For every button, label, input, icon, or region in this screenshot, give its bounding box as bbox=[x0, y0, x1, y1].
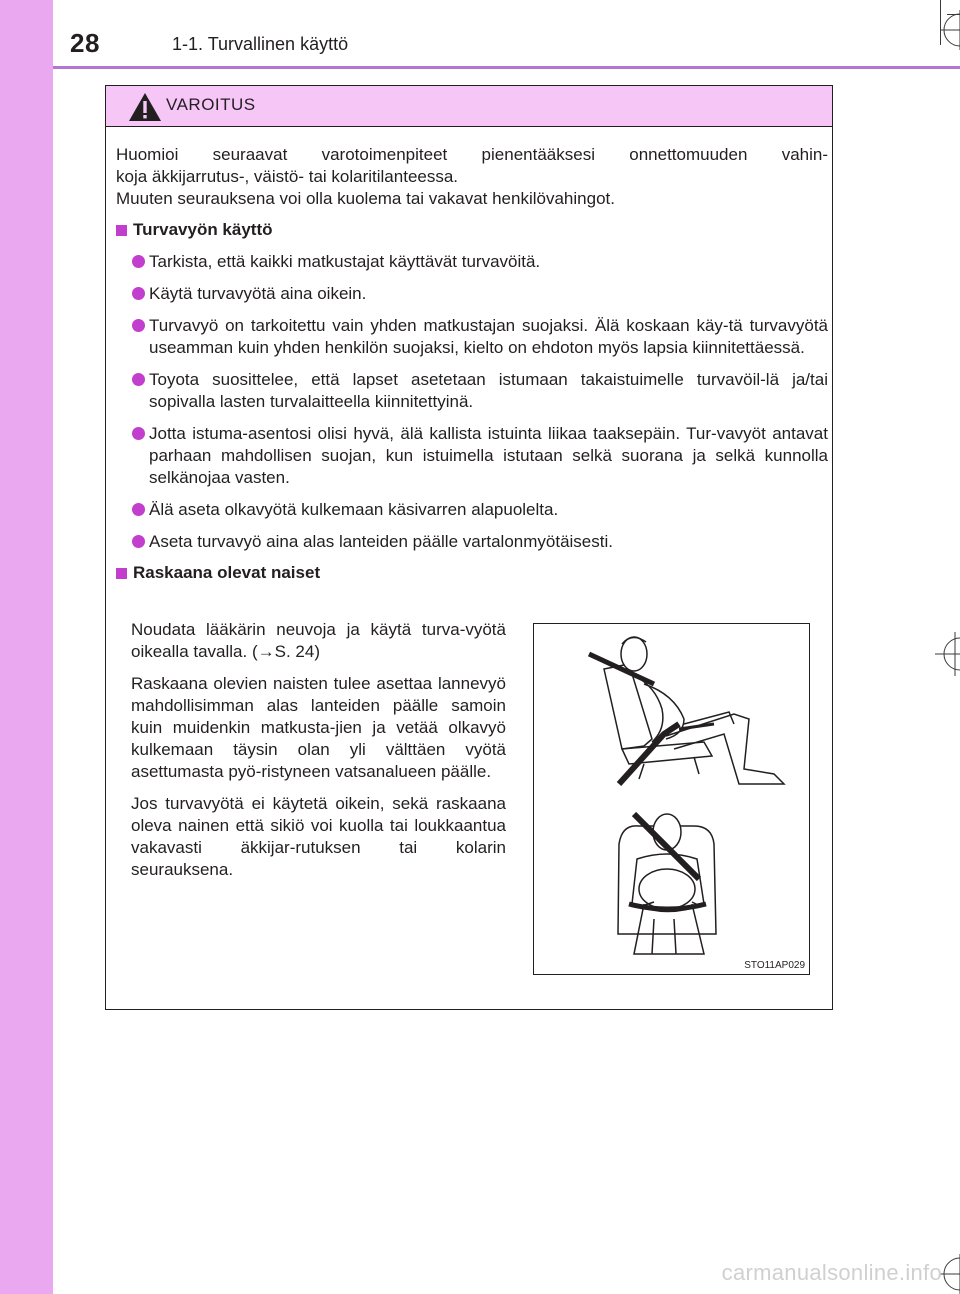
circle-bullet-icon bbox=[132, 427, 145, 440]
bullet-text: Turvavyö on tarkoitettu vain yhden matkustajan suojaksi. Älä koskaan käy-tä turvavyötä useamman kuin yhden henkilön suojaksi, kielto on ehdoton myös lapsia kiinnitettäessä. bbox=[149, 316, 828, 357]
side-view-pregnant-woman-illustration bbox=[534, 624, 809, 804]
side-color-strip bbox=[0, 0, 53, 1294]
intro-line-2: koja äkkijarrutus-, väistö- tai kolaritilanteessa. bbox=[116, 167, 459, 186]
watermark-text: carmanualsonline.info bbox=[721, 1260, 942, 1285]
bullet-text: Aseta turvavyö aina alas lanteiden päälle vartalonmyötäisesti. bbox=[149, 532, 613, 551]
intro-consequence: Muuten seurauksena voi olla kuolema tai vakavat henkilövahingot. bbox=[116, 189, 615, 208]
page-number: 28 bbox=[70, 28, 100, 58]
paragraph: Jos turvavyötä ei käytetä oikein, sekä raskaana oleva nainen että sikiö voi kuolla tai loukkaantua vakavasti äkkijar-rutuksen tai kolarin seurauksena. bbox=[131, 794, 506, 879]
bullet-text: Tarkista, että kaikki matkustajat käyttävät turvavöitä. bbox=[149, 252, 541, 271]
pregnant-seatbelt-illustration bbox=[533, 623, 810, 975]
square-bullet-icon bbox=[116, 568, 127, 579]
paragraph: Raskaana olevien naisten tulee asettaa lannevyö mahdollisimman alas lanteiden päälle samoin kuin muidenkin matkusta-jien ja vetää olkavyö kulkemaan täysin olan yli välttäen vyötä asettumasta pyö-ristyneen vatsanalueen päälle. bbox=[131, 674, 506, 781]
circle-bullet-icon bbox=[132, 503, 145, 516]
registration-mark-top bbox=[920, 10, 960, 50]
bullet-text: Käytä turvavyötä aina oikein. bbox=[149, 284, 367, 303]
subheading-label: Raskaana olevat naiset bbox=[133, 563, 321, 582]
section-title: 1-1. Turvallinen käyttö bbox=[172, 34, 349, 54]
pregnant-women-text bbox=[131, 619, 506, 881]
list-item bbox=[116, 283, 828, 305]
registration-mark-middle bbox=[935, 632, 960, 676]
circle-bullet-icon bbox=[132, 373, 145, 386]
circle-bullet-icon bbox=[132, 255, 145, 268]
list-item bbox=[116, 251, 828, 273]
illustration-code: STO11AP029 bbox=[744, 960, 805, 971]
front-view-pregnant-woman-illustration bbox=[534, 804, 809, 969]
circle-bullet-icon bbox=[132, 287, 145, 300]
warning-label: VAROITUS bbox=[166, 95, 256, 114]
list-item bbox=[116, 369, 828, 413]
subheading-pregnant-women bbox=[116, 562, 828, 584]
bullet-text: Älä aseta olkavyötä kulkemaan käsivarren alapuolelta. bbox=[149, 500, 559, 519]
circle-bullet-icon bbox=[132, 535, 145, 548]
list-item bbox=[116, 315, 828, 359]
square-bullet-icon bbox=[116, 225, 127, 236]
list-item bbox=[116, 423, 828, 489]
subheading-seatbelt-use bbox=[116, 219, 828, 241]
circle-bullet-icon bbox=[132, 319, 145, 332]
bullet-text: Jotta istuma-asentosi olisi hyvä, älä kallista istuinta liikaa taaksepäin. Tur-vavyöt antavat parhaan mahdollisen suojan, kun istuimella istutaan selkä suorana ja selkä kunnolla selkänojaa vasten. bbox=[149, 424, 828, 487]
warning-body bbox=[116, 138, 828, 584]
list-item bbox=[116, 531, 828, 553]
bullet-text: Toyota suosittelee, että lapset asetetaan istumaan takaistuimelle turvavöil-lä ja/tai sopivalla lasten turvalaitteella kiinnitettyinä. bbox=[149, 370, 828, 411]
intro-line-1: Huomioi seuraavat varotoimenpiteet pienentääksesi onnettomuuden vahin- bbox=[116, 145, 828, 164]
warning-header bbox=[106, 86, 832, 127]
paragraph: Noudata lääkärin neuvoja ja käytä turva-vyötä oikealla tavalla. (→S. 24) bbox=[131, 620, 506, 661]
list-item bbox=[116, 499, 828, 521]
warning-triangle-icon bbox=[127, 91, 163, 123]
header-rule bbox=[53, 66, 960, 69]
subheading-label: Turvavyön käyttö bbox=[133, 220, 273, 239]
warning-box bbox=[105, 85, 833, 1010]
